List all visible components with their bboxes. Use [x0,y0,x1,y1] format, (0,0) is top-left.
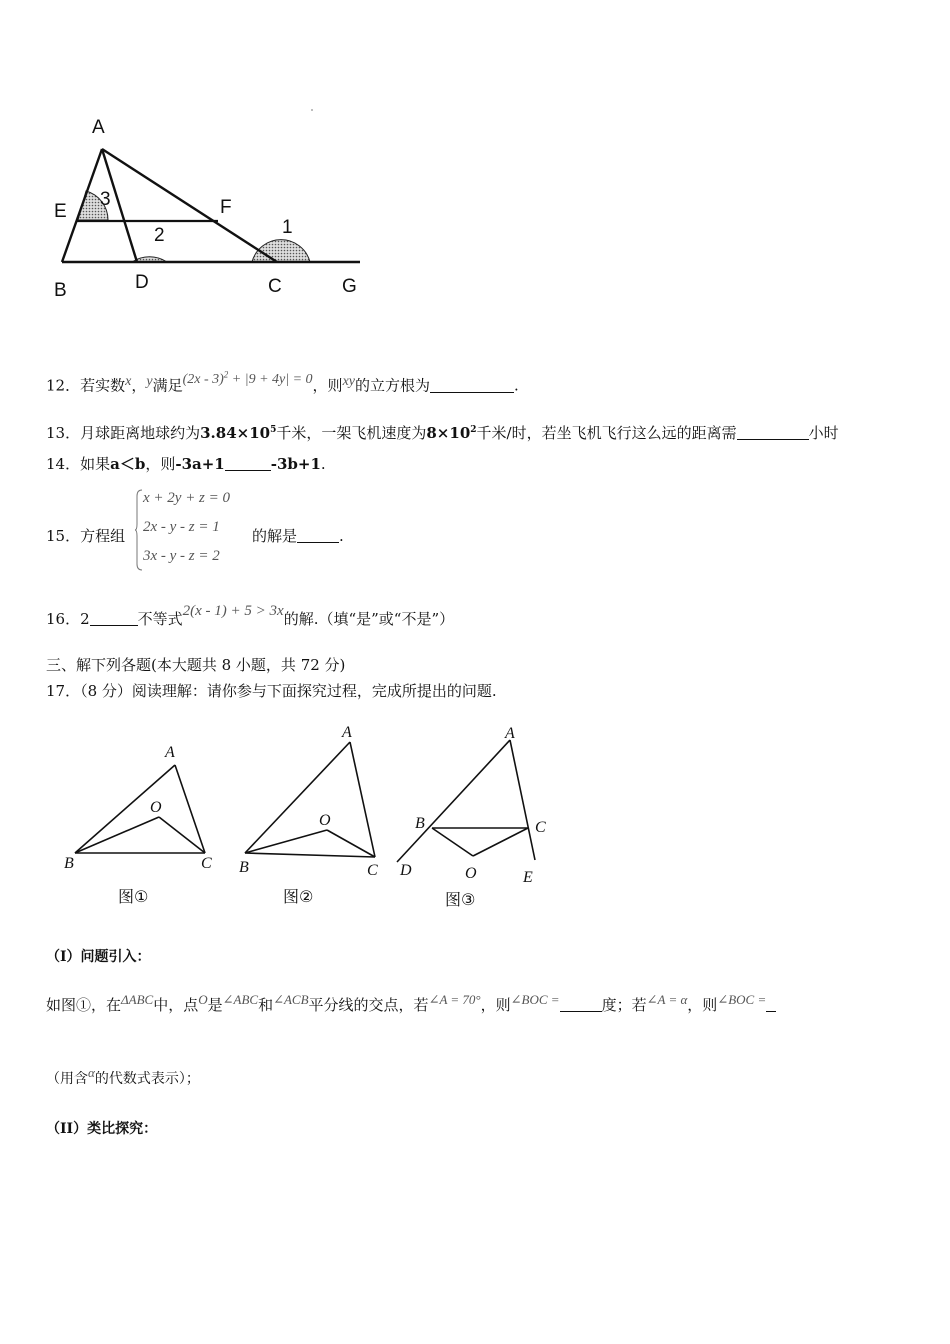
q12-end: . [514,376,519,395]
p1-angle-BOC-2: ∠BOC = [717,992,767,1007]
label-1: 1 [282,217,293,238]
question-15-prefix [46,526,125,546]
q14-end: . [320,455,326,473]
q14-number: 14． [46,455,81,473]
q12-number: 12． [46,376,81,395]
label-2: 2 [154,225,165,246]
p1-condition-A70: ∠A = 70° [428,992,481,1007]
p1-text-1: 如图①，在 [46,996,122,1014]
p1-text-2: 中，点 [153,996,199,1014]
q13-speed: $8\times 10^2$ [426,424,477,442]
question-13 [46,420,839,443]
part-1-heading: （I）问题引入： [46,949,151,965]
p1-answer-blank-2[interactable] [766,995,776,1012]
q12-text-2: 满足 [152,376,183,395]
fig3-label-B: B [415,815,425,832]
q12-text-1: 若实数 [80,376,126,395]
p1-angle-ABC: ∠ABC [222,992,259,1007]
part-2-heading: （II）类比探究： [46,1121,158,1137]
label-C: C [268,276,282,297]
label-B: B [54,280,67,301]
p1-text-3: 是 [207,996,223,1014]
q14-condition: a＜b [110,455,146,473]
q14-text-2: ，则 [145,455,176,473]
question-15-suffix [252,526,344,546]
q16-answer-blank[interactable] [90,609,138,626]
q13-text-1: 月球距离地球约为 [80,424,201,442]
q15-eq-3: 3x - y - z = 2 [143,548,220,564]
fig2-label-C: C [367,862,378,879]
fig2-caption: 图② [283,889,314,906]
p1-text-7: 度；若 [601,996,647,1014]
label-G: G [342,276,357,297]
q15-equation-system [135,488,255,572]
fig1-label-O: O [150,799,162,816]
figure-1 [64,744,212,906]
p1-condition-alpha: ∠A = α [646,992,688,1007]
q15-eq-1: x + 2y + z = 0 [143,490,231,506]
fig1-label-C: C [201,855,212,872]
fig3-caption: 图③ [445,892,476,909]
fig1-label-A: A [165,744,175,761]
q16-text-1: 不等式 [137,610,183,628]
figure-2 [239,724,378,906]
angle-bisector-figures [55,720,565,915]
p1-point-O: O [198,992,208,1007]
question-17 [46,681,497,701]
fig1-label-B: B [64,855,74,872]
q13-distance: $3.84\times 10^5$ [200,424,277,442]
question-14 [46,454,326,474]
label-F: F [220,197,232,218]
p1-text-4: 和 [258,996,274,1014]
q13-number: 13． [46,424,81,442]
q16-text-2: 的解.（填“是”或“不是”） [283,610,455,628]
q14-answer-blank[interactable] [225,454,271,471]
fig1-caption: 图① [118,889,149,906]
q17-number: 17． [46,682,81,700]
part-1-question [46,992,776,1016]
q16-inequality: 2(x - 1) + 5 > 3x [182,603,284,619]
q12-equation: (2x - 3)$^2$ + |9 + 4y| = 0 [182,369,313,387]
label-D: D [135,272,149,293]
fig3-label-E: E [523,869,533,886]
p1-text-10: 的代数式表示）； [94,1071,200,1087]
q15-text-1: 方程组 [80,527,126,545]
p1-alpha: α [88,1065,95,1080]
p1-angle-ACB: ∠ACB [273,992,309,1007]
label-3: 3 [100,189,111,210]
fig2-label-B: B [239,859,249,876]
p1-answer-blank-1[interactable] [560,995,602,1012]
q14-lhs: -3a+1 [175,455,225,473]
label-E: E [54,201,67,222]
question-12 [46,369,519,398]
fig3-label-A: A [505,725,515,742]
q12-text-3: ，则 [312,376,343,395]
p1-text-6: ，则 [480,996,511,1014]
q15-answer-blank[interactable] [297,526,339,543]
q17-score: （8 分） [80,682,132,700]
fig2-label-O: O [319,812,331,829]
fig3-label-C: C [535,819,546,836]
q12-var-y: y [146,373,153,389]
p1-text-9: （用含 [46,1071,88,1087]
question-16 [46,603,455,630]
q12-sep: ， [131,376,147,395]
p1-text-8: ，则 [687,996,718,1014]
q15-brace [135,488,143,572]
fig3-label-O: O [465,865,477,882]
q13-answer-blank[interactable] [737,423,809,440]
geometry-figure-angles [40,105,380,305]
q14-text-1: 如果 [80,455,111,473]
q13-text-3: 千米/时，若坐飞机飞行这么远的距离需 [476,424,737,442]
q17-text: 阅读理解：请你参与下面探究过程，完成所提出的问题. [131,682,497,700]
p1-text-5: 平分线的交点，若 [308,996,429,1014]
part-1-note [46,1065,200,1089]
figure-3 [397,725,546,909]
label-A: A [92,117,105,138]
section-3-title: 三、解下列各题(本大题共 8 小题，共 72 分) [46,656,346,674]
q15-end: . [339,527,344,545]
q12-answer-blank[interactable] [430,376,514,393]
q12-var-x: x [125,373,132,389]
q14-rhs: -3b+1 [270,455,321,473]
p1-triangle: ΔABC [121,992,154,1007]
q15-text-2: 的解是 [252,527,298,545]
q16-value: 2 [80,610,90,628]
q13-text-2: 千米，一架飞机速度为 [276,424,427,442]
fig2-label-A: A [342,724,352,741]
fig3-label-D: D [400,862,412,879]
q13-text-4: 小时 [808,424,839,442]
q12-var-xy: xy [342,373,355,389]
q12-text-4: 的立方根为 [355,376,431,395]
p1-angle-BOC-1: ∠BOC = [510,992,560,1007]
q15-number: 15． [46,527,81,545]
q16-number: 16． [46,610,81,628]
q15-eq-2: 2x - y - z = 1 [143,519,220,535]
